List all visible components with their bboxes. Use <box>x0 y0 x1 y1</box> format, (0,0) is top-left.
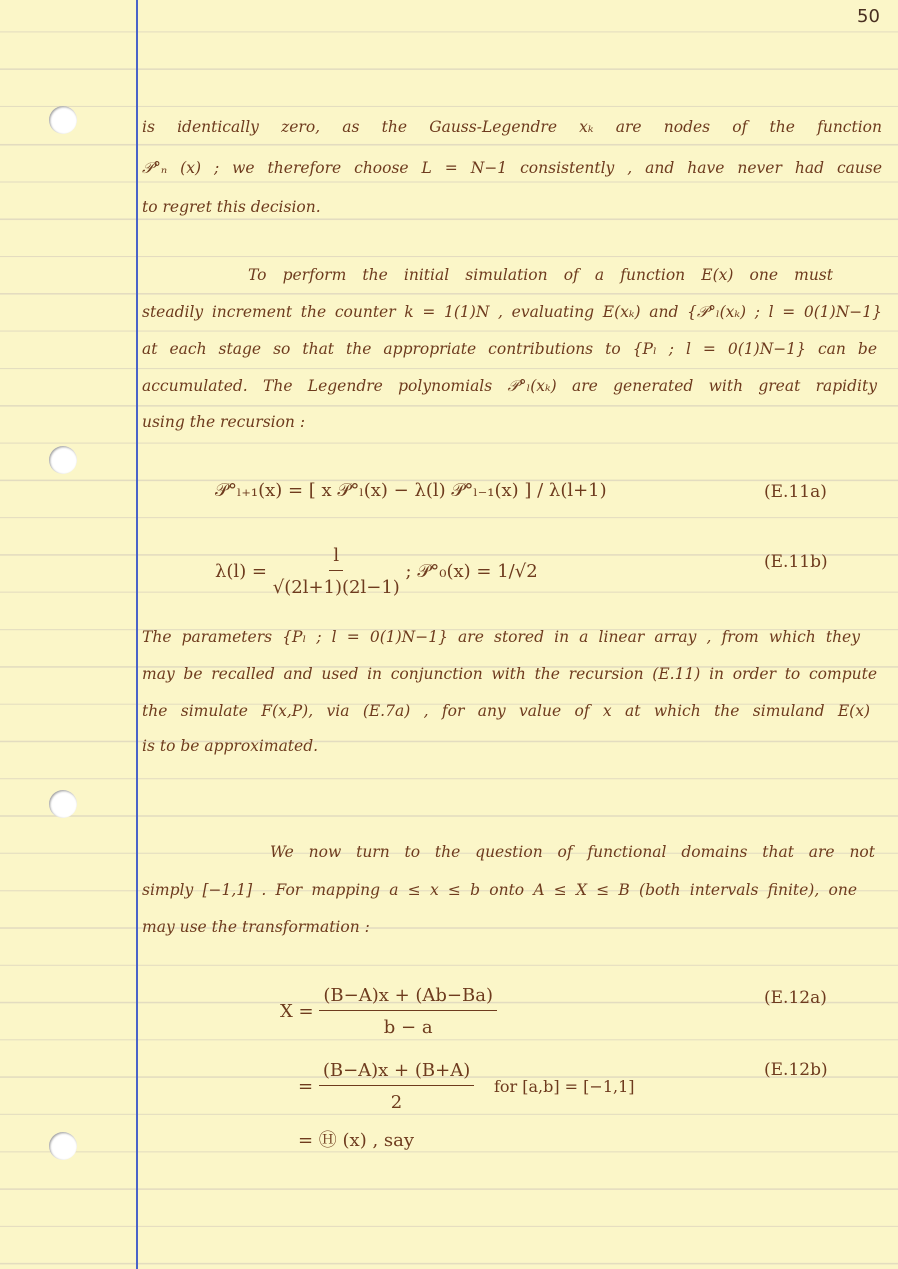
text-line: 𝒫°ₙ (x) ; we therefore choose L = N−1 consistently , and have never had cause <box>142 159 882 177</box>
denominator: b − a <box>383 1017 433 1038</box>
equation-lhs: = <box>298 1076 314 1097</box>
punch-hole <box>49 1132 77 1160</box>
margin-line <box>136 0 138 1269</box>
equation-lhs: X = <box>280 1001 314 1022</box>
numerator: l <box>329 545 343 571</box>
equation-condition: for [a,b] = [−1,1] <box>493 1077 635 1096</box>
fraction <box>319 1060 474 1114</box>
equation-text: = Ⓗ (x) , say <box>298 1130 415 1151</box>
text-line: The parameters {Pₗ ; l = 0(1)N−1} are stored in a linear array , from which they <box>142 628 860 646</box>
punch-hole <box>49 790 77 818</box>
text-line: accumulated. The Legendre polynomials 𝒫°ₗ(xₖ) are generated with great rapidity <box>142 377 877 395</box>
text-line: steadily increment the counter k = 1(1)N , evaluating E(xₖ) and {𝒫°ₗ(xₖ) ; l = 0(1)N−1} <box>142 303 882 321</box>
text-line: simply [−1,1] . For mapping a ≤ x ≤ b onto A ≤ X ≤ B (both intervals finite), one <box>142 881 857 899</box>
numerator: (B−A)x + (B+A) <box>319 1060 474 1086</box>
text-line: is identically zero, as the Gauss-Legendre xₖ are nodes of the function <box>142 118 882 136</box>
equation-label: (E.11a) <box>764 482 827 502</box>
equation-label: (E.12a) <box>764 988 827 1008</box>
text-line: We now turn to the question of functional domains that are not <box>270 843 875 861</box>
page-number: 50 <box>857 6 880 27</box>
text-line: using the recursion : <box>142 413 306 431</box>
punch-hole <box>49 106 77 134</box>
fraction <box>319 985 497 1039</box>
text-line: may use the transformation : <box>142 918 370 936</box>
equation-text: 𝒫°ₗ₊₁(x) = [ x 𝒫°ₗ(x) − λ(l) 𝒫°ₗ₋₁(x) ] / λ(l+1) <box>215 480 607 501</box>
equation-lhs: λ(l) = <box>215 561 268 582</box>
text-line: is to be approximated. <box>142 737 319 755</box>
text-line: the simulate F(x,P), via (E.7a) , for any value of x at which the simuland E(x) <box>142 702 870 720</box>
equation-label: (E.12b) <box>764 1060 828 1080</box>
equation-rhs: ; 𝒫°₀(x) = 1/√2 <box>405 561 538 582</box>
text-line: at each stage so that the appropriate contributions to {Pₗ ; l = 0(1)N−1} can be <box>142 340 877 358</box>
numerator: (B−A)x + (Ab−Ba) <box>319 985 497 1011</box>
fraction <box>273 545 400 599</box>
denominator: 2 <box>390 1092 403 1113</box>
text-line: To perform the initial simulation of a function E(x) one must <box>248 266 833 284</box>
punch-hole <box>49 446 77 474</box>
text-line: may be recalled and used in conjunction with the recursion (E.11) in order to compute <box>142 665 877 683</box>
text-line: to regret this decision. <box>142 198 321 216</box>
denominator: √(2l+1)(2l−1) <box>272 577 400 598</box>
equation-label: (E.11b) <box>764 552 828 572</box>
